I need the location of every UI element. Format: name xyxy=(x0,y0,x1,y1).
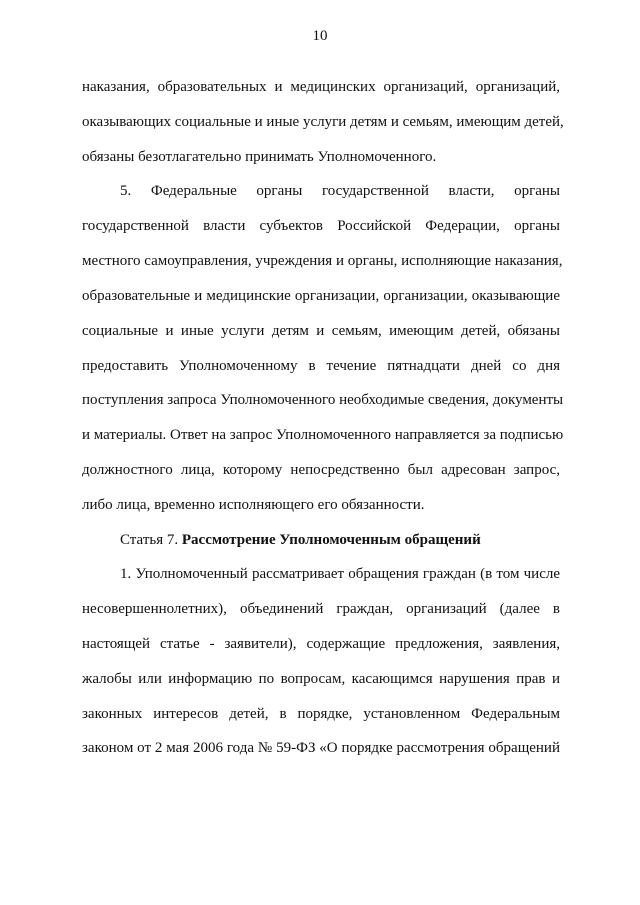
text-line: законом от 2 мая 2006 года № 59-ФЗ «О порядке рассмотрения обращений xyxy=(82,740,560,756)
text-line: должностного лица, которому непосредственно был адресован запрос, xyxy=(82,462,560,478)
text-line: несовершеннолетних), объединений граждан, организаций (далее в xyxy=(82,601,560,617)
text-line: предоставить Уполномоченному в течение пятнадцати дней со дня xyxy=(82,358,560,374)
text-line: местного самоуправления, учреждения и органы, исполняющие наказания, xyxy=(82,253,563,269)
text-line: поступления запроса Уполномоченного необходимые сведения, документы xyxy=(82,392,564,408)
text-line: 5. Федеральные органы государственной власти, органы xyxy=(120,183,560,199)
article-title: Рассмотрение Уполномоченным обращений xyxy=(181,532,481,548)
text-line: настоящей статье - заявители), содержащие предложения, заявления, xyxy=(82,636,560,652)
text-line: обязаны безотлагательно принимать Уполномоченного. xyxy=(82,149,437,165)
text-line: законных интересов детей, в порядке, установленном Федеральным xyxy=(82,706,560,722)
page-number: 10 xyxy=(312,28,328,44)
text-line: оказывающих социальные и иные услуги детям и семьям, имеющим детей, xyxy=(82,114,564,130)
text-line: образовательные и медицинские организации, организации, оказывающие xyxy=(82,288,560,304)
article-heading xyxy=(120,531,481,549)
text-line: жалобы или информацию по вопросам, касающимся нарушения прав и xyxy=(82,671,560,687)
text-line: наказания, образовательных и медицинских организаций, организаций, xyxy=(82,79,560,95)
text-line: и материалы. Ответ на запрос Уполномоченного направляется за подписью xyxy=(82,427,564,443)
text-line: государственной власти субъектов Российской Федерации, органы xyxy=(82,218,560,234)
text-line: либо лица, временно исполняющего его обязанности. xyxy=(82,497,425,513)
text-line: социальные и иные услуги детям и семьям, имеющим детей, обязаны xyxy=(82,323,560,339)
text-line: 1. Уполномоченный рассматривает обращения граждан (в том числе xyxy=(120,566,560,582)
article-number: Статья 7. xyxy=(120,532,179,548)
